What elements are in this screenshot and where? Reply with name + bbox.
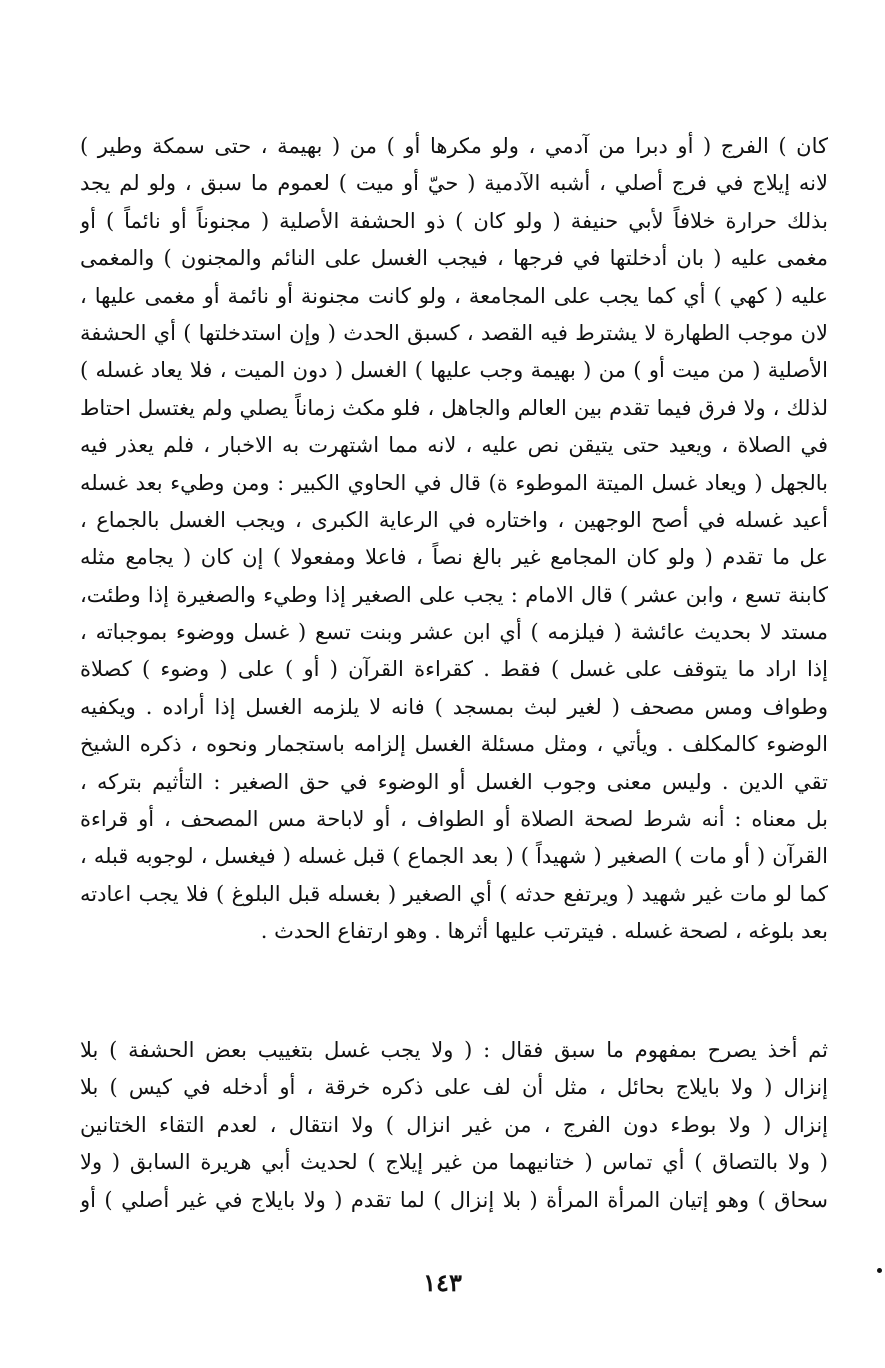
text-line: بذلك حرارة خلافاً لأبي حنيفة ( ولو كان ) ذو الحشفة الأصلية ( مجنوناً أو نائماً ) أو xyxy=(80,208,828,233)
text-line: لانه إيلاج في فرج أصلي ، أشبه الآدمية ( حيّ أو ميت ) لعموم ما سبق ، ولو لم يجد xyxy=(80,171,828,196)
text-line: تقي الدين . وليس معنى وجوب الغسل أو الوضوء في حق الصغير : التأثيم بتركه ، xyxy=(80,769,828,794)
text-line: عل ما تقدم ( ولو كان المجامع غير بالغ نصاً ، فاعلا ومفعولا ) إن كان ( يجامع مثله xyxy=(80,545,828,570)
text-line: ثم أخذ يصرح بمفهوم ما سبق فقال : ( ولا يجب غسل بتغييب بعض الحشفة ) بلا xyxy=(80,1038,828,1062)
page-number: ١٤٣ xyxy=(423,1268,462,1297)
text-line: إنزال ( ولا بايلاج بحائل ، مثل أن لف على ذكره خرقة ، أو أدخله في كيس ) بلا xyxy=(80,1075,828,1100)
text-line: مغمى عليه ( بان أدخلتها في فرجها ، فيجب الغسل على النائم والمجنون ) والمغمى xyxy=(80,246,828,271)
text-line: مستد لا بحديث عائشة ( فيلزمه ) أي ابن عشر وبنت تسع ( غسل ووضوء بموجباته ، xyxy=(80,620,828,645)
text-line: بالجهل ( ويعاد غسل الميتة الموطوء ة) قال في الحاوي الكبير : ومن وطيء بعد غسله xyxy=(80,470,828,495)
text-line: إذا اراد ما يتوقف على غسل ) فقط . كقراءة القرآن ( أو ) على ( وضوء ) كصلاة xyxy=(80,657,828,682)
main-paragraph xyxy=(80,128,828,951)
text-line: بعد بلوغه ، لصحة غسله . فيترتب عليها أثرها . وهو ارتفاع الحدث . xyxy=(260,919,828,944)
text-line: بل معناه : أنه شرط لصحة الصلاة أو الطواف ، أو لاباحة مس المصحف ، أو قراءة xyxy=(80,807,828,832)
text-line: الوضوء كالمكلف . ويأتي ، ومثل مسئلة الغسل إلزامه باستجمار ونحوه ، ذكره الشيخ xyxy=(80,732,828,757)
text-line: ( ولا بالتصاق ) أي تماس ( ختانيهما من غير إيلاج ) لحديث أبي هريرة السابق ( ولا xyxy=(80,1150,828,1175)
text-line: الأصلية ( من ميت أو ) من ( بهيمة وجب عليها ) الغسل ( دون الميت ، فلا يعاد غسله ) xyxy=(80,358,828,383)
text-line: لان موجب الطهارة لا يشترط فيه القصد ، كسبق الحدث ( وإن استدخلتها ) أي الحشفة xyxy=(80,320,828,345)
text-line: سحاق ) وهو إتيان المرأة المرأة ( بلا إنزال ) لما تقدم ( ولا بايلاج في غير أصلي ) أو xyxy=(80,1187,828,1212)
text-line: كما لو مات غير شهيد ( ويرتفع حدثه ) أي الصغير ( بغسله قبل البلوغ ) فلا يجب اعادته xyxy=(80,881,828,906)
text-line: كان ) الفرج ( أو دبرا من آدمي ، ولو مكرها أو ) من ( بهيمة ، حتى سمكة وطير ) xyxy=(80,134,828,158)
text-line: القرآن ( أو مات ) الصغير ( شهيداً ) ( بعد الجماع ) قبل غسله ( فيغسل ، لوجوبه قبله ، xyxy=(80,844,828,869)
text-line: وطواف ومس مصحف ( لغير لبث بمسجد ) فانه لا يلزمه الغسل إذا أراده . ويكفيه xyxy=(80,694,828,719)
text-line: أعيد غسله في أصح الوجهين ، واختاره في الرعاية الكبرى ، ويجب الغسل بالجماع ، xyxy=(80,507,828,532)
text-line: عليه ( كهي ) أي كما يجب على المجامعة ، ولو كانت مجنونة أو نائمة أو مغمى عليها ، xyxy=(80,283,828,308)
second-paragraph xyxy=(80,1032,828,1219)
text-line: كابنة تسع ، وابن عشر ) قال الامام : يجب على الصغير إذا وطيء والصغيرة إذا وطئت، xyxy=(80,582,828,607)
text-line: لذلك ، ولا فرق فيما تقدم بين العالم والجاهل ، فلو مكث زماناً يصلي ولم يغتسل احتاط xyxy=(80,395,828,420)
scan-speck xyxy=(877,1268,882,1273)
text-line: في الصلاة ، ويعيد حتى يتيقن نص عليه ، لانه مما اشتهرت به الاخبار ، فلم يعذر فيه xyxy=(80,433,828,458)
text-line: إنزال ( ولا بوطء دون الفرج ، من غير انزال ) ولا انتقال ، لعدم التقاء الختانين xyxy=(80,1112,828,1137)
